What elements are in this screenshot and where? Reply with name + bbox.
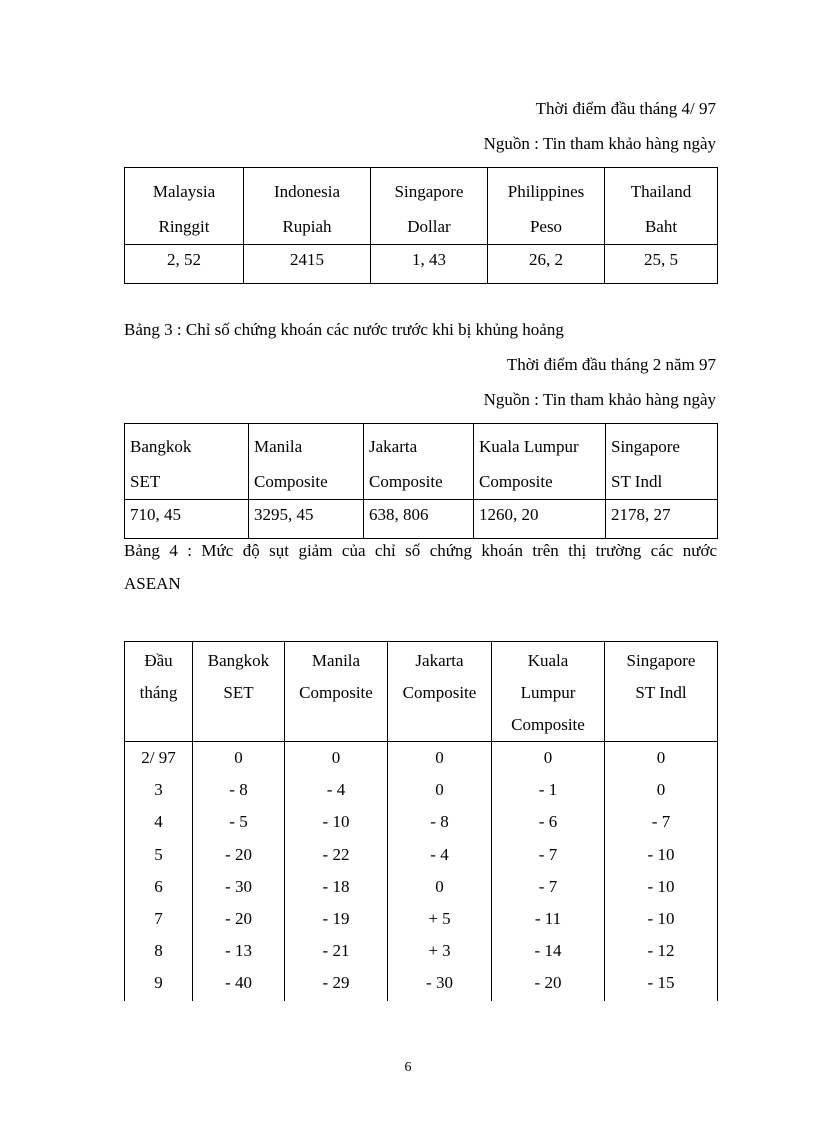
header-cell: Jakarta Composite bbox=[364, 424, 474, 500]
cell: - 30 bbox=[225, 876, 252, 896]
date-note-1: Thời điểm đầu tháng 4/ 97 bbox=[535, 99, 716, 118]
cell: 9 bbox=[154, 973, 163, 993]
cell: - 30 bbox=[426, 973, 453, 993]
cell: 7 bbox=[154, 909, 163, 929]
header-cell: Singapore Dollar bbox=[371, 168, 488, 245]
singapore-column bbox=[605, 742, 718, 1002]
cell: - 14 bbox=[534, 941, 562, 961]
table-header-row bbox=[125, 168, 718, 245]
header-cell: Malaysia Ringgit bbox=[125, 168, 244, 245]
cell: 0 bbox=[331, 748, 341, 767]
cell: - 1 bbox=[538, 780, 558, 800]
table-row bbox=[125, 245, 718, 284]
cell: - 6 bbox=[538, 812, 558, 832]
page-number: 6 bbox=[404, 1060, 412, 1075]
table-body-row bbox=[125, 742, 718, 1002]
cell: - 29 bbox=[322, 973, 350, 993]
cell: - 8 bbox=[430, 812, 449, 832]
stock-index-table bbox=[124, 423, 718, 539]
header-cell: Indonesia Rupiah bbox=[244, 168, 371, 245]
header-cell: Đầu tháng bbox=[125, 642, 193, 742]
header-cell: Bangkok SET bbox=[193, 642, 285, 742]
cell: - 10 bbox=[647, 909, 675, 929]
cell: - 15 bbox=[647, 973, 675, 993]
table-caption-3: Bảng 3 : Chỉ số chứng khoán các nước trước khi bị khủng hoảng bbox=[124, 320, 564, 339]
value-cell: 2415 bbox=[244, 245, 371, 284]
cell: 0 bbox=[543, 748, 553, 767]
source-note-2: Nguồn : Tin tham khảo hàng ngày bbox=[483, 390, 716, 409]
value-cell: 2178, 27 bbox=[606, 500, 718, 539]
date-note-2: Thời điểm đầu tháng 2 năm 97 bbox=[506, 355, 716, 374]
jakarta-column bbox=[388, 742, 492, 1002]
cell: - 4 bbox=[326, 780, 346, 800]
cell: 8 bbox=[154, 941, 163, 961]
manila-column bbox=[285, 742, 388, 1002]
header-cell: Bangkok SET bbox=[125, 424, 249, 500]
header-cell: Thailand Baht bbox=[605, 168, 718, 245]
table-caption-4: Bảng 4 : Mức độ sụt giảm của chỉ số chứng khoán trên thị trường các nước bbox=[124, 541, 717, 560]
value-cell: 3295, 45 bbox=[249, 500, 364, 539]
value-cell: 25, 5 bbox=[605, 245, 718, 284]
bangkok-column bbox=[193, 742, 285, 1002]
source-note-1: Nguồn : Tin tham khảo hàng ngày bbox=[483, 134, 716, 153]
header-cell: Singapore ST Indl bbox=[606, 424, 718, 500]
cell: 0 bbox=[435, 748, 444, 767]
header-cell: Singapore ST Indl bbox=[605, 642, 718, 742]
cell: - 20 bbox=[225, 909, 252, 929]
month-column bbox=[125, 742, 193, 1002]
value-cell: 638, 806 bbox=[364, 500, 474, 539]
header-cell: Philippines Peso bbox=[488, 168, 605, 245]
cell: - 4 bbox=[430, 844, 449, 864]
cell: 0 bbox=[656, 780, 666, 800]
cell: - 10 bbox=[322, 812, 350, 832]
table-caption-4-cont: ASEAN bbox=[124, 574, 181, 593]
cell: - 40 bbox=[225, 973, 252, 993]
exchange-rate-table bbox=[124, 167, 718, 284]
cell: 0 bbox=[435, 780, 444, 800]
cell: - 7 bbox=[538, 844, 558, 864]
cell: 0 bbox=[435, 876, 444, 896]
table-row bbox=[125, 500, 718, 539]
header-cell: Kuala Lumpur Composite bbox=[474, 424, 606, 500]
cell: - 20 bbox=[534, 973, 562, 993]
decline-table bbox=[124, 641, 718, 1001]
value-cell: 710, 45 bbox=[125, 500, 249, 539]
value-cell: 1260, 20 bbox=[474, 500, 606, 539]
cell: - 12 bbox=[647, 941, 675, 961]
header-cell: Kuala Lumpur Composite bbox=[492, 642, 605, 742]
cell: - 18 bbox=[322, 876, 350, 896]
cell: - 13 bbox=[225, 941, 252, 961]
header-cell: Jakarta Composite bbox=[388, 642, 492, 742]
cell: - 7 bbox=[651, 812, 671, 832]
cell: 0 bbox=[234, 748, 243, 767]
cell: - 7 bbox=[538, 876, 558, 896]
table-header-row bbox=[125, 424, 718, 500]
cell: - 19 bbox=[322, 909, 350, 929]
value-cell: 1, 43 bbox=[371, 245, 488, 284]
value-cell: 26, 2 bbox=[488, 245, 605, 284]
cell: - 21 bbox=[322, 941, 350, 961]
value-cell: 2, 52 bbox=[125, 245, 244, 284]
cell: - 11 bbox=[534, 909, 562, 929]
cell: - 5 bbox=[229, 812, 248, 832]
cell: 0 bbox=[656, 748, 666, 767]
cell: + 3 bbox=[428, 941, 451, 961]
cell: - 20 bbox=[225, 844, 252, 864]
cell: + 5 bbox=[428, 909, 451, 929]
table-header-row bbox=[125, 642, 718, 742]
cell: 3 bbox=[154, 780, 163, 800]
cell: - 8 bbox=[229, 780, 248, 800]
cell: - 10 bbox=[647, 844, 675, 864]
header-cell: Manila Composite bbox=[285, 642, 388, 742]
cell: 2/ 97 bbox=[141, 748, 176, 767]
cell: 4 bbox=[154, 812, 163, 832]
cell: - 22 bbox=[322, 844, 350, 864]
cell: 5 bbox=[154, 844, 163, 864]
header-cell: Manila Composite bbox=[249, 424, 364, 500]
cell: - 10 bbox=[647, 876, 675, 896]
kuala-lumpur-column bbox=[492, 742, 605, 1002]
cell: 6 bbox=[154, 876, 163, 896]
